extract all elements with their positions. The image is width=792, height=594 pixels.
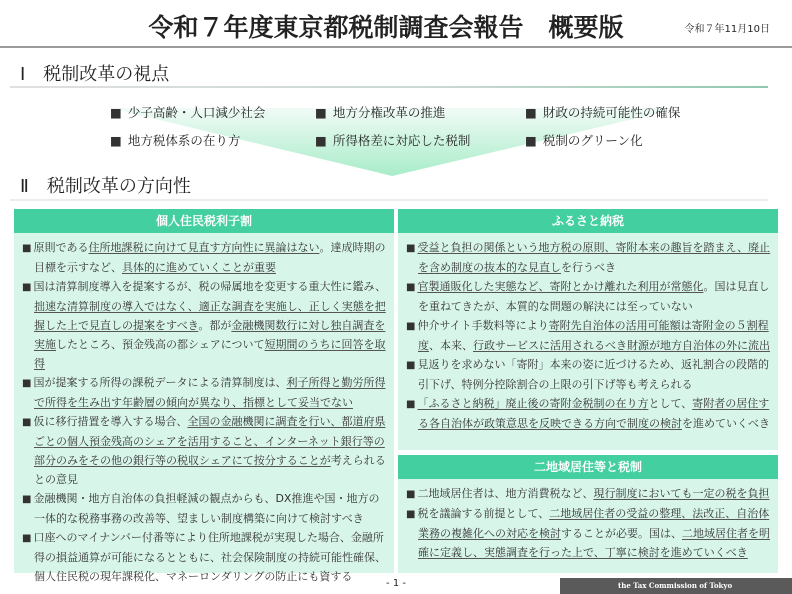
bullet-item bbox=[406, 238, 772, 277]
underlined-text: 拙速な清算制度の導入ではなく、適正な調査を実施し、正しく実態を把握した上で見直しの提案をすべき bbox=[34, 300, 386, 332]
section1-title: Ⅰ 税制改革の視点 bbox=[20, 64, 170, 85]
viewpoint-item: ■ 少子高齢・人口減少社会 bbox=[110, 103, 265, 121]
text-segment: として、 bbox=[648, 397, 693, 410]
underlined-text: 現行制度においても一定の税を負担 bbox=[593, 487, 770, 500]
text-segment: を行うべき bbox=[561, 261, 616, 274]
text-segment: 考えられるとの意見 bbox=[34, 454, 386, 486]
underlined-text: 全国の金融機関に調査を行い、都道府県ごとの個人預金残高のシェアを活用すること、インターネット銀行等の部分のみをその他の銀行等の税収シェアにて按分することが bbox=[34, 415, 386, 467]
panel-dual-residence bbox=[398, 455, 778, 573]
underlined-text: 二地域居住者を明確に定義し、実態調査を行った上で、丁寧に検討を進めていくべき bbox=[418, 527, 770, 559]
text-segment: 税を議論する前提として、 bbox=[417, 507, 550, 520]
viewpoint-item: ■ 地方分権改革の推進 bbox=[315, 103, 445, 121]
bullet-item bbox=[22, 373, 388, 412]
text-segment: 。都が bbox=[198, 319, 232, 332]
underlined-text: 住所地課税に向けて見直す方向性に異論はない bbox=[88, 241, 320, 254]
text-segment: 仮に移行措置を導入する場合、 bbox=[33, 415, 188, 428]
text-segment: を進めていくべき bbox=[682, 417, 770, 430]
section2-title: Ⅱ 税制改革の方向性 bbox=[20, 176, 191, 197]
panel-header: 二地域居住等と税制 bbox=[398, 455, 778, 479]
text-segment: 国が提案する所得の課税データによる清算制度は、 bbox=[33, 376, 287, 389]
panel-interest-tax bbox=[14, 209, 394, 583]
underlined-text: 二地域居住者の受益の整理、法改正、自治体業務の複雑化への対応を検討 bbox=[418, 507, 770, 540]
bullet-item bbox=[22, 489, 388, 528]
section1-divider bbox=[10, 86, 768, 88]
bullet-item bbox=[406, 277, 772, 316]
text-segment: 金融機関・地方自治体の負担軽減の観点からも、DX推進や国・地方の一体的な税務事務の改善等、望ましい制度構築に向けて検討すべき bbox=[33, 492, 380, 525]
text-segment: することが必要。国は、 bbox=[561, 527, 682, 540]
underlined-text: 短期間のうちに回答を取得 bbox=[34, 338, 386, 370]
viewpoint-item: ■ 税制のグリーン化 bbox=[525, 131, 643, 149]
bullet-item bbox=[406, 394, 772, 433]
viewpoint-item: ■ 財政の持続可能性の確保 bbox=[525, 103, 680, 121]
bullet-item bbox=[406, 504, 772, 562]
bullet-item bbox=[22, 238, 388, 277]
text-segment: 見返りを求めない「寄附」本来の姿に近づけるため、返礼割合の段階的引下げ、特例分控除割合の上限の引下げ等も考えられる bbox=[417, 358, 770, 391]
text-segment: 二地域居住者は、地方消費税など、 bbox=[417, 487, 594, 500]
text-segment: したところ、預金残高の都シェアについて bbox=[56, 338, 265, 351]
text-segment: 。国は見直しを重ねてきたが、本質的な問題の解決には至っていない bbox=[418, 280, 770, 313]
underlined-text: 「ふるさと納税」廃止後の寄附金税制の在り方 bbox=[417, 397, 649, 410]
text-segment: 原則である bbox=[33, 241, 89, 254]
underlined-text: 寄附先自治体の活用可能額は寄附金の５割程度 bbox=[418, 319, 769, 352]
text-segment: 、本来、 bbox=[429, 339, 473, 352]
text-segment: 国は清算制度導入を提案するが、税の帰属地を変更する重大性に鑑み、 bbox=[33, 280, 387, 293]
bullet-item bbox=[406, 316, 772, 355]
panel-header: ふるさと納税 bbox=[398, 209, 778, 233]
footer-org: the Tax Commission of Tokyo bbox=[560, 578, 792, 594]
bullet-item bbox=[22, 277, 388, 373]
title-divider bbox=[0, 46, 792, 48]
viewpoint-item: ■ 地方税体系の在り方 bbox=[110, 131, 240, 149]
underlined-text: 金融機関数行に対し独自調査を実施 bbox=[34, 319, 386, 351]
section2-divider bbox=[10, 199, 768, 201]
underlined-text: 具体的に進めていくことが重要 bbox=[122, 261, 276, 274]
viewpoint-item: ■ 所得格差に対応した税制 bbox=[315, 131, 470, 149]
underlined-text: 官製通販化した実態など、寄附とかけ離れた利用が常態化 bbox=[417, 280, 704, 293]
text-segment: 仲介サイト手数料等により bbox=[417, 319, 549, 332]
underlined-text: 受益と負担の関係という地方税の原則、寄附本来の趣旨を踏まえ、廃止を含め制度の抜本的な見直し bbox=[417, 241, 771, 274]
panel-header: 個人住民税利子割 bbox=[14, 209, 394, 233]
bullet-item bbox=[22, 412, 388, 489]
page-number: - 1 - bbox=[386, 578, 406, 589]
underlined-text: 寄附者の居住する各自治体が政策意思を反映できる方向で制度の検討 bbox=[418, 397, 770, 430]
bullet-item bbox=[406, 484, 772, 504]
underlined-text: 利子所得と勤労所得で所得を生み出す年齢層の傾向が異なり、指標として妥当でない bbox=[34, 376, 386, 409]
page-title: 令和７年度東京都税制調査会報告 概要版 bbox=[148, 13, 624, 42]
text-segment: 。達成時期の目標を示すなど、 bbox=[34, 241, 386, 274]
report-date: 令和７年11月10日 bbox=[684, 24, 770, 35]
bullet-item bbox=[406, 355, 772, 394]
underlined-text: 行政サービスに活用されるべき財源が地方自治体の外に流出 bbox=[473, 339, 770, 352]
text-segment: 口座へのマイナンバー付番等により住所地課税が実現した場合、金融所得の損益通算が可能になるとともに、社会保険制度の持続可能性確保、個人住民税の現年課税化、マネーロンダリングの防止にも資する bbox=[33, 531, 386, 583]
panel-furusato-tax bbox=[398, 209, 778, 450]
